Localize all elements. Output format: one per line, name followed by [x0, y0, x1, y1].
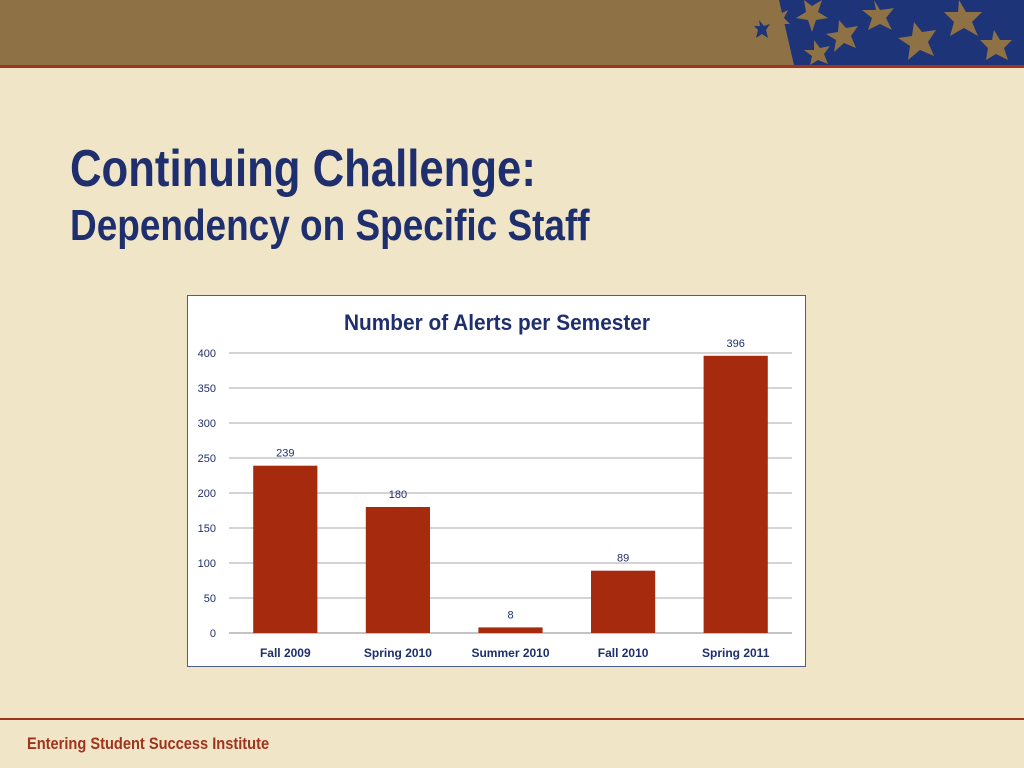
y-tick-label: 350: [197, 383, 216, 395]
stars-decoration: [754, 0, 1024, 65]
bar-value-label: 396: [726, 337, 745, 350]
slide-title-line2: Dependency on Specific Staff: [70, 201, 590, 250]
header-rule: [0, 65, 1024, 68]
y-axis-ticks: [198, 348, 216, 640]
footer-text: Entering Student Success Institute: [27, 734, 270, 753]
data-labels: [276, 338, 745, 622]
bar: [704, 356, 768, 633]
footer-rule: [0, 718, 1024, 720]
x-category-label: Summer 2010: [471, 646, 550, 660]
bar-chart: [188, 296, 805, 666]
bar: [366, 507, 430, 633]
bar: [253, 466, 317, 633]
x-category-label: Spring 2011: [702, 646, 770, 660]
y-tick-label: 250: [197, 453, 216, 465]
y-tick-label: 100: [197, 558, 216, 570]
x-category-label: Fall 2009: [259, 646, 311, 660]
slide-title: [70, 140, 590, 254]
x-category-label: Fall 2010: [597, 646, 649, 660]
bar: [591, 571, 655, 633]
bars: [253, 356, 768, 633]
y-tick-label: 200: [197, 488, 216, 500]
bar-value-label: 239: [276, 447, 295, 460]
y-tick-label: 50: [203, 593, 216, 605]
bar-value-label: 8: [507, 609, 514, 622]
slide-title-line1: Continuing Challenge:: [70, 140, 536, 198]
chart-title: Number of Alerts per Semester: [344, 310, 651, 335]
chart-panel: [187, 295, 806, 667]
bar-value-label: 180: [388, 489, 408, 501]
y-tick-label: 0: [209, 628, 216, 640]
y-tick-label: 300: [197, 418, 216, 430]
bar: [478, 627, 542, 633]
y-tick-label: 400: [197, 348, 216, 360]
x-axis-categories: [260, 646, 770, 660]
bar-value-label: 89: [616, 552, 630, 565]
header-band: [0, 0, 1024, 65]
x-category-label: Spring 2010: [363, 646, 432, 660]
y-tick-label: 150: [197, 523, 216, 535]
